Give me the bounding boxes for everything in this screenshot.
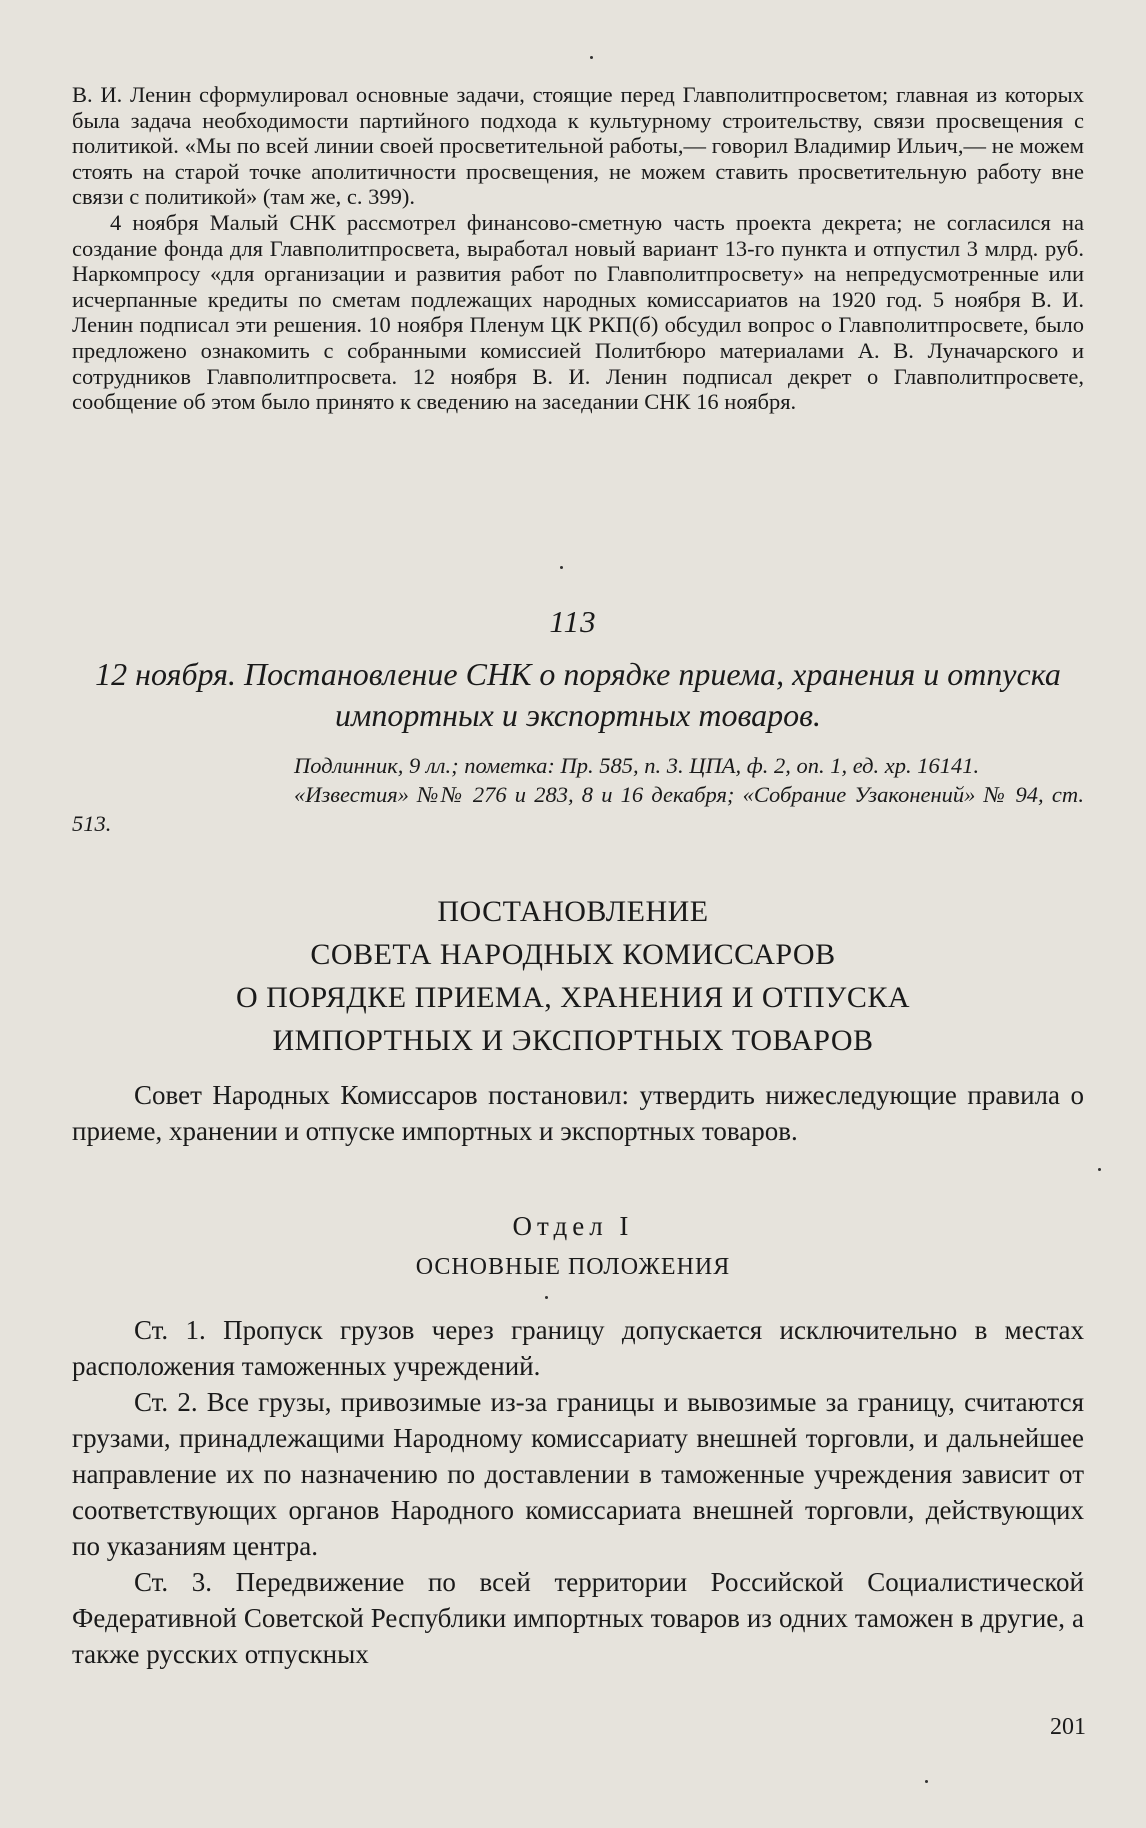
source-original: Подлинник, 9 лл.; пометка: Пр. 585, п. 3. ЦПА, ф. 2, оп. 1, ед. хр. 16141.: [294, 753, 980, 778]
article-3: Ст. 3. Передвижение по всей территории Российской Социалистической Федеративной Советской Республики импортных товаров из одних таможен в другие, а также русских отпускных: [72, 1567, 1084, 1669]
article-1: Ст. 1. Пропуск грузов через границу допускается исключительно в местах расположения таможенных учреждений.: [72, 1315, 1084, 1381]
intro-paragraph-1: В. И. Ленин сформулировал основные задачи, стоящие перед Главполитпросветом; главная из которых была задача необходимости партийного подхода к культурному строительству, связи просвещения с политикой. «Мы по всей линии своей просветительной работы,— говорил Владимир Ильич,— не можем стоять на старой точке аполитичности просвещения, не можем ставить просветительную работу вне связи с политикой» (там же, с. 399).: [72, 82, 1084, 210]
source-publication: «Известия» №№ 276 и 283, 8 и 16 декабря; «Собрание Узаконений» № 94, ст. 513.: [72, 782, 1084, 836]
print-speck: [590, 56, 593, 59]
print-speck: [560, 566, 563, 569]
heading-line: СОВЕТА НАРОДНЫХ КОМИССАРОВ: [310, 938, 836, 971]
heading-line: ПОСТАНОВЛЕНИЕ: [437, 895, 709, 928]
heading-line: О ПОРЯДКЕ ПРИЕМА, ХРАНЕНИЯ И ОТПУСКА: [235, 981, 911, 1014]
source-notes: [72, 751, 1084, 838]
section-number: Отдел I: [512, 1211, 634, 1241]
article-2: Ст. 2. Все грузы, привозимые из-за границы и вывозимые за границу, считаются грузами, принадлежащими Народному комиссариату внешней торговли, и дальнейшее направление их по назначению по доставлении в таможенные учреждения зависит от соответствующих органов Народного комиссариата внешней торговли, действующих по указаниям центра.: [72, 1387, 1084, 1561]
preamble: [72, 1077, 1084, 1149]
articles: [72, 1312, 1084, 1672]
section-title: ОСНОВНЫЕ ПОЛОЖЕНИЯ: [415, 1254, 731, 1280]
print-speck: [545, 1296, 548, 1299]
document-number: 113: [549, 604, 597, 639]
intro-text: [72, 82, 1084, 415]
page-number: 201: [1050, 1714, 1086, 1740]
heading-line: ИМПОРТНЫХ И ЭКСПОРТНЫХ ТОВАРОВ: [272, 1024, 874, 1057]
print-speck: [925, 1780, 928, 1783]
preamble-text: Совет Народных Комиссаров постановил: утвердить нижеследующие правила о приеме, хранении и отпуске импортных и экспортных товаров.: [72, 1080, 1084, 1146]
decree-heading: [0, 890, 1146, 1062]
print-speck: [1098, 1168, 1101, 1171]
intro-paragraph-2: 4 ноября Малый СНК рассмотрел финансово-сметную часть проекта декрета; не согласился на создание фонда для Главполитпросвета, выработал новый вариант 13-го пункта и отпустил 3 млрд. руб. Наркомпросу «для организации и развития работ по Главполитпросвету» на непредусмотренные или исчерпанные кредиты по сметам подлежащих народных комиссариатов на 1920 год. 5 ноября В. И. Ленин подписал эти решения. 10 ноября Пленум ЦК РКП(б) обсудил вопрос о Главполитпросвете, было предложено ознакомить с собранными комиссией Политбюро материалами А. В. Луначарского и сотрудников Главполитпросвета. 12 ноября В. И. Ленин подписал декрет о Главполитпросвете, сообщение об этом было принято к сведению на заседании СНК 16 ноября.: [72, 209, 1084, 415]
document-title: 12 ноября. Постановление СНК о порядке приема, хранения и отпуска импортных и экспортных товаров.: [95, 656, 1061, 733]
